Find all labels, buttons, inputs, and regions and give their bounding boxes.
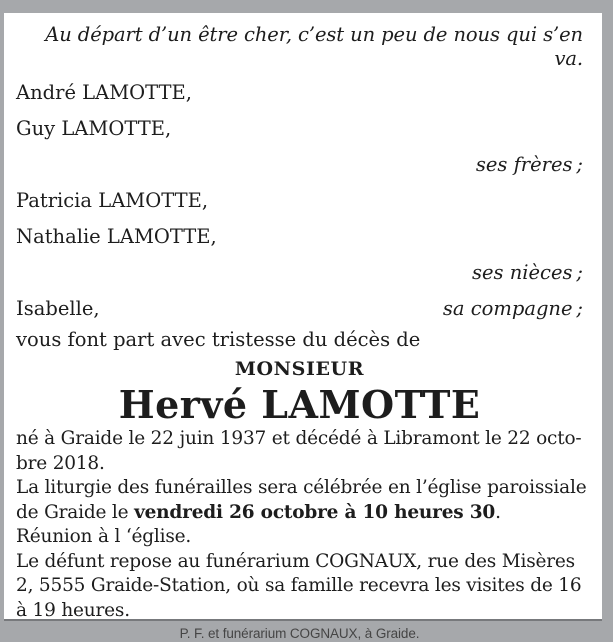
birth-death-line-1: né à Graide le 22 juin 1937 et décédé à Libramont le 22 octo- bbox=[16, 428, 582, 449]
partner-row bbox=[16, 291, 583, 327]
repose-line-2: 2, 5555 Graide-Station, où sa famille recevra les visites de 16 bbox=[16, 575, 582, 596]
repose-line-3: à 19 heures. bbox=[16, 599, 130, 621]
meeting-line: Réunion à l ‘église. bbox=[16, 526, 192, 547]
honorific-title: MONSIEUR bbox=[234, 358, 365, 380]
birth-death-line-2: bre 2018. bbox=[16, 452, 105, 474]
relation-label-partner: sa compagne ; bbox=[442, 297, 583, 320]
relation-label-brothers: ses frères ; bbox=[475, 153, 583, 176]
epigraph-quote: Au départ d’un être cher, c’est un peu de nous qui s’en va. bbox=[45, 23, 583, 70]
funeral-datetime: vendredi 26 octobre à 10 heures 30 bbox=[134, 501, 496, 523]
liturgy-line-2-suffix: . bbox=[495, 501, 501, 523]
deceased-name: Hervé LAMOTTE bbox=[118, 382, 481, 427]
announcement-line: vous font part avec tristesse du décès de bbox=[16, 328, 421, 351]
funeral-home-credit: P. F. et funérarium COGNAUX, à Graide. bbox=[179, 626, 420, 641]
death-notice-card bbox=[4, 13, 602, 641]
mourner-name: Patricia LAMOTTE, bbox=[16, 189, 209, 212]
mourners-section bbox=[16, 75, 583, 327]
mourner-name: Nathalie LAMOTTE, bbox=[16, 225, 217, 248]
liturgy-line-2-prefix: de Graide le bbox=[16, 501, 135, 523]
relation-label-nieces: ses nièces ; bbox=[471, 261, 583, 284]
mourner-name: André LAMOTTE, bbox=[16, 81, 192, 104]
liturgy-line-1: La liturgie des funérailles sera célébrée en l’église paroissiale bbox=[16, 477, 587, 498]
liturgy-line-2 bbox=[16, 501, 583, 526]
repose-line-1: Le défunt repose au funérarium COGNAUX, rue des Misères bbox=[16, 550, 575, 572]
mourner-name: Guy LAMOTTE, bbox=[16, 117, 172, 140]
mourner-name: Isabelle, bbox=[16, 297, 100, 320]
